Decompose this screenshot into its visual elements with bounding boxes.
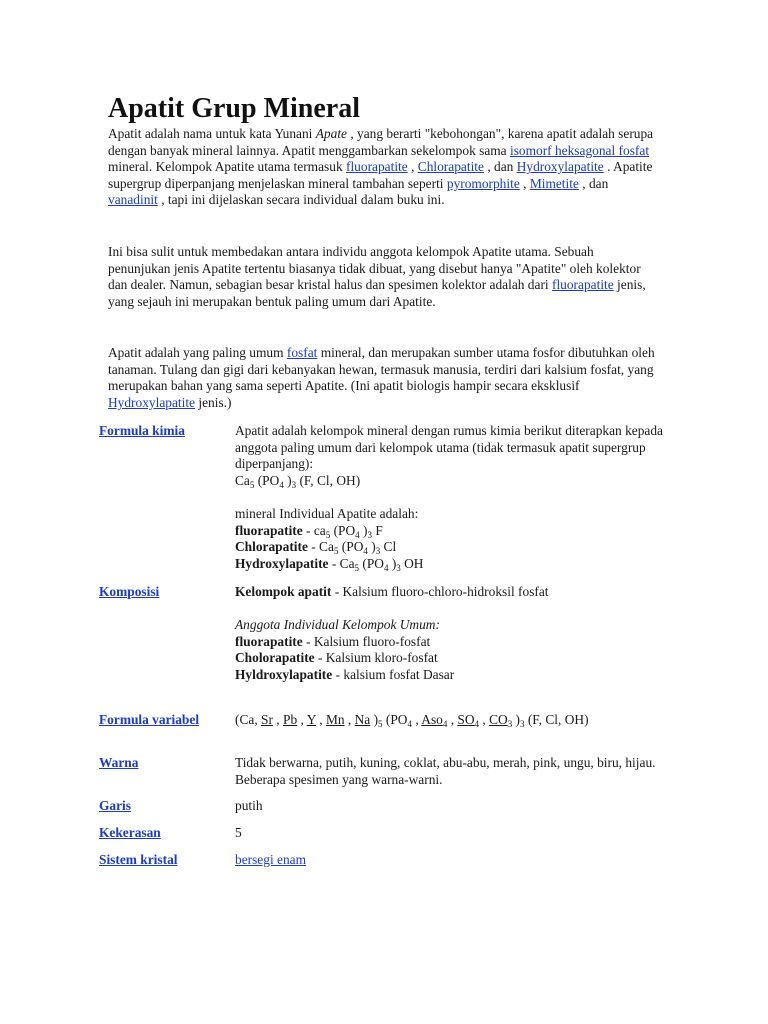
label-sistem-kristal[interactable]: Sistem kristal <box>99 852 178 867</box>
value-garis <box>235 798 675 815</box>
link-sr[interactable]: Sr <box>261 712 273 727</box>
member-name: Hydroxylapatite <box>235 555 329 571</box>
member-name: Chlorapatite <box>235 539 308 555</box>
formula-description: Apatit adalah kelompok mineral dengan rumus kimia berikut diterapkan kepada anggota paling umum dari kelompok utama (tidak termasuk apatit supergrup diperpanjang): <box>235 423 663 472</box>
text: , <box>411 712 422 727</box>
text: jenis, yang sejauh ini merupakan bentuk paling umum dari Apatite. <box>108 277 646 309</box>
subscript: 3 <box>291 479 297 490</box>
value-sistem-kristal <box>235 852 675 869</box>
text: - Ca <box>307 539 334 555</box>
subscript: 3 <box>520 719 525 729</box>
intro-paragraph <box>108 126 656 209</box>
text: - Ca <box>328 555 355 571</box>
link-aso[interactable]: Aso <box>421 712 443 727</box>
member-line <box>235 667 675 684</box>
text: , <box>344 712 355 727</box>
text: Apatit adalah yang paling umum <box>108 345 287 360</box>
link-co[interactable]: CO <box>489 712 508 727</box>
label-formula-kimia[interactable]: Formula kimia <box>99 423 185 438</box>
text: Cl <box>380 539 397 555</box>
link-bersegi-enam[interactable]: bersegi enam <box>235 852 307 867</box>
kekerasan-text: 5 <box>235 825 242 840</box>
link-y[interactable]: Y <box>306 712 316 727</box>
paragraph-phosphate <box>108 345 656 411</box>
member-name: Hyldroxylapatite <box>235 666 333 682</box>
spacer <box>235 489 675 506</box>
subscript: 5 <box>325 529 331 540</box>
text: . Apatite supergrup diperpanjang menjelaskan mineral tambahan seperti <box>108 159 653 191</box>
variable-formula <box>235 712 675 729</box>
subscript: 4 <box>474 719 480 729</box>
subscript: 4 <box>363 546 368 557</box>
member-formula <box>235 556 675 573</box>
link-mn[interactable]: Mn <box>325 712 345 727</box>
sistem-value <box>235 852 675 869</box>
text: , <box>519 175 530 191</box>
subscript: 4 <box>442 719 448 729</box>
general-formula <box>235 473 675 490</box>
link-pyromorphite[interactable]: pyromorphite <box>446 175 520 191</box>
group-desc: - Kalsium fluoro-chloro-hidroksil fosfat <box>331 584 549 599</box>
text: (F, Cl, OH) <box>296 472 361 488</box>
member-formula <box>235 539 675 556</box>
text: ) <box>283 472 292 488</box>
group-name: Kelompok apatit <box>235 584 332 599</box>
link-hydroxylapatite[interactable]: Hydroxylapatite <box>108 394 196 410</box>
text: , yang berarti "kebohongan", karena apatit adalah serupa dengan banyak mineral lainnya. Apatit menggambarkan sekelompok sama <box>108 126 654 158</box>
text: , <box>447 712 458 727</box>
link-fluorapatite[interactable]: fluorapatite <box>551 277 614 293</box>
value-warna <box>235 755 675 788</box>
text: , dan <box>483 159 517 175</box>
subscript: 3 <box>367 529 372 540</box>
member-desc: - Kalsium fluoro-fosfat <box>302 633 431 649</box>
members-intro: mineral Individual Apatite adalah: <box>235 505 419 521</box>
text: ) <box>359 522 368 538</box>
text: Ini bisa sulit untuk membedakan antara individu anggota kelompok Apatite utama. Sebuah penunjukan jenis Apatite tertentu biasanya tidak dibuat, yang disebut hanya "Apatite" oleh kolektor dan dealer. Namun, sebagian besar kristal halus dan spesimen kolektor adalah dari <box>108 244 641 293</box>
member-desc: - Kalsium kloro-fosfat <box>314 650 438 666</box>
member-desc: - kalsium fosfat Dasar <box>332 666 455 682</box>
member-name: fluorapatite <box>235 633 303 649</box>
text: (PO <box>330 522 356 538</box>
text: ) <box>388 555 397 571</box>
text: mineral, dan merupakan sumber utama fosfor dibutuhkan oleh tanaman. Tulang dan gigi dari kebanyakan hewan, termasuk manusia, terdiri dari kalsium fosfat, yang merupakan bahan yang sama seperti Apatite. (Ini apatit biologis hampir secara eksklusif <box>108 345 655 394</box>
text-italic: Apate <box>315 126 347 141</box>
member-name: Cholorapatite <box>235 650 315 666</box>
group-line <box>235 584 675 601</box>
link-pb[interactable]: Pb <box>283 712 298 727</box>
subscript: 4 <box>383 562 389 573</box>
link-na[interactable]: Na <box>354 712 371 727</box>
link-vanadinit[interactable]: vanadinit <box>108 192 158 208</box>
text: ) <box>512 712 520 727</box>
text: ) <box>370 712 379 727</box>
member-line <box>235 634 675 651</box>
value-kekerasan <box>235 825 675 842</box>
link-chlorapatite[interactable]: Chlorapatite <box>417 159 484 175</box>
subscript: 3 <box>396 562 401 573</box>
link-fluorapatite[interactable]: fluorapatite <box>346 159 408 175</box>
label-formula-variabel[interactable]: Formula variabel <box>99 712 200 727</box>
link-isomorf-heksagonal-fosfat[interactable]: isomorf heksagonal fosfat <box>509 142 650 158</box>
text: F <box>371 522 383 538</box>
paragraph-identification <box>108 244 656 310</box>
label-komposisi[interactable]: Komposisi <box>99 584 160 599</box>
value-formula-variabel <box>235 712 675 729</box>
link-mimetite[interactable]: Mimetite <box>529 175 579 191</box>
subscript: 5 <box>378 719 383 729</box>
subscript: 3 <box>507 719 513 729</box>
link-hydroxylapatite[interactable]: Hydroxylapatite <box>516 159 604 175</box>
text: (PO <box>382 712 408 727</box>
text: ) <box>367 539 376 555</box>
text-italic: Anggota Individual Kelompok Umum: <box>235 617 440 633</box>
text: , dan <box>578 175 609 191</box>
members-heading <box>235 617 675 634</box>
member-name: fluorapatite <box>235 522 303 538</box>
subscript: 4 <box>407 719 412 729</box>
text: Ca <box>235 472 250 488</box>
text: Apatit adalah nama untuk kata Yunani <box>108 126 316 141</box>
text: , <box>315 712 326 727</box>
text: - ca <box>302 522 326 538</box>
link-fosfat[interactable]: fosfat <box>286 345 318 360</box>
text: , <box>479 712 490 727</box>
text: OH <box>400 555 424 571</box>
value-formula-kimia <box>235 423 675 572</box>
text: jenis.) <box>195 394 232 410</box>
subscript: 3 <box>375 546 381 557</box>
text: mineral. Kelompok Apatite utama termasuk <box>108 159 346 175</box>
text: (Ca, <box>235 712 262 727</box>
member-line <box>235 650 675 667</box>
text: , <box>297 712 307 727</box>
text: (PO <box>359 555 384 571</box>
text: (PO <box>254 472 280 488</box>
subscript: 5 <box>354 562 360 573</box>
spacer <box>235 601 675 618</box>
garis-text: putih <box>235 798 263 813</box>
value-komposisi <box>235 584 675 684</box>
subscript: 5 <box>249 479 255 490</box>
subscript: 4 <box>355 529 360 540</box>
warna-text: Tidak berwarna, putih, kuning, coklat, abu-abu, merah, pink, ungu, biru, hijau. Beberapa spesimen yang warna-warni. <box>235 755 656 787</box>
member-formula <box>235 523 675 540</box>
link-so[interactable]: SO <box>457 712 475 727</box>
text: , tapi ini dijelaskan secara individual dalam buku ini. <box>157 192 445 208</box>
label-garis[interactable]: Garis <box>99 798 131 813</box>
label-kekerasan[interactable]: Kekerasan <box>99 825 161 840</box>
text: , <box>272 712 283 727</box>
text: , <box>407 159 418 175</box>
subscript: 4 <box>279 479 284 490</box>
text: (F, Cl, OH) <box>524 712 589 727</box>
text: (PO <box>338 539 364 555</box>
page-title: Apatit Grup Mineral <box>108 93 360 124</box>
label-warna[interactable]: Warna <box>99 755 139 770</box>
subscript: 5 <box>333 546 339 557</box>
